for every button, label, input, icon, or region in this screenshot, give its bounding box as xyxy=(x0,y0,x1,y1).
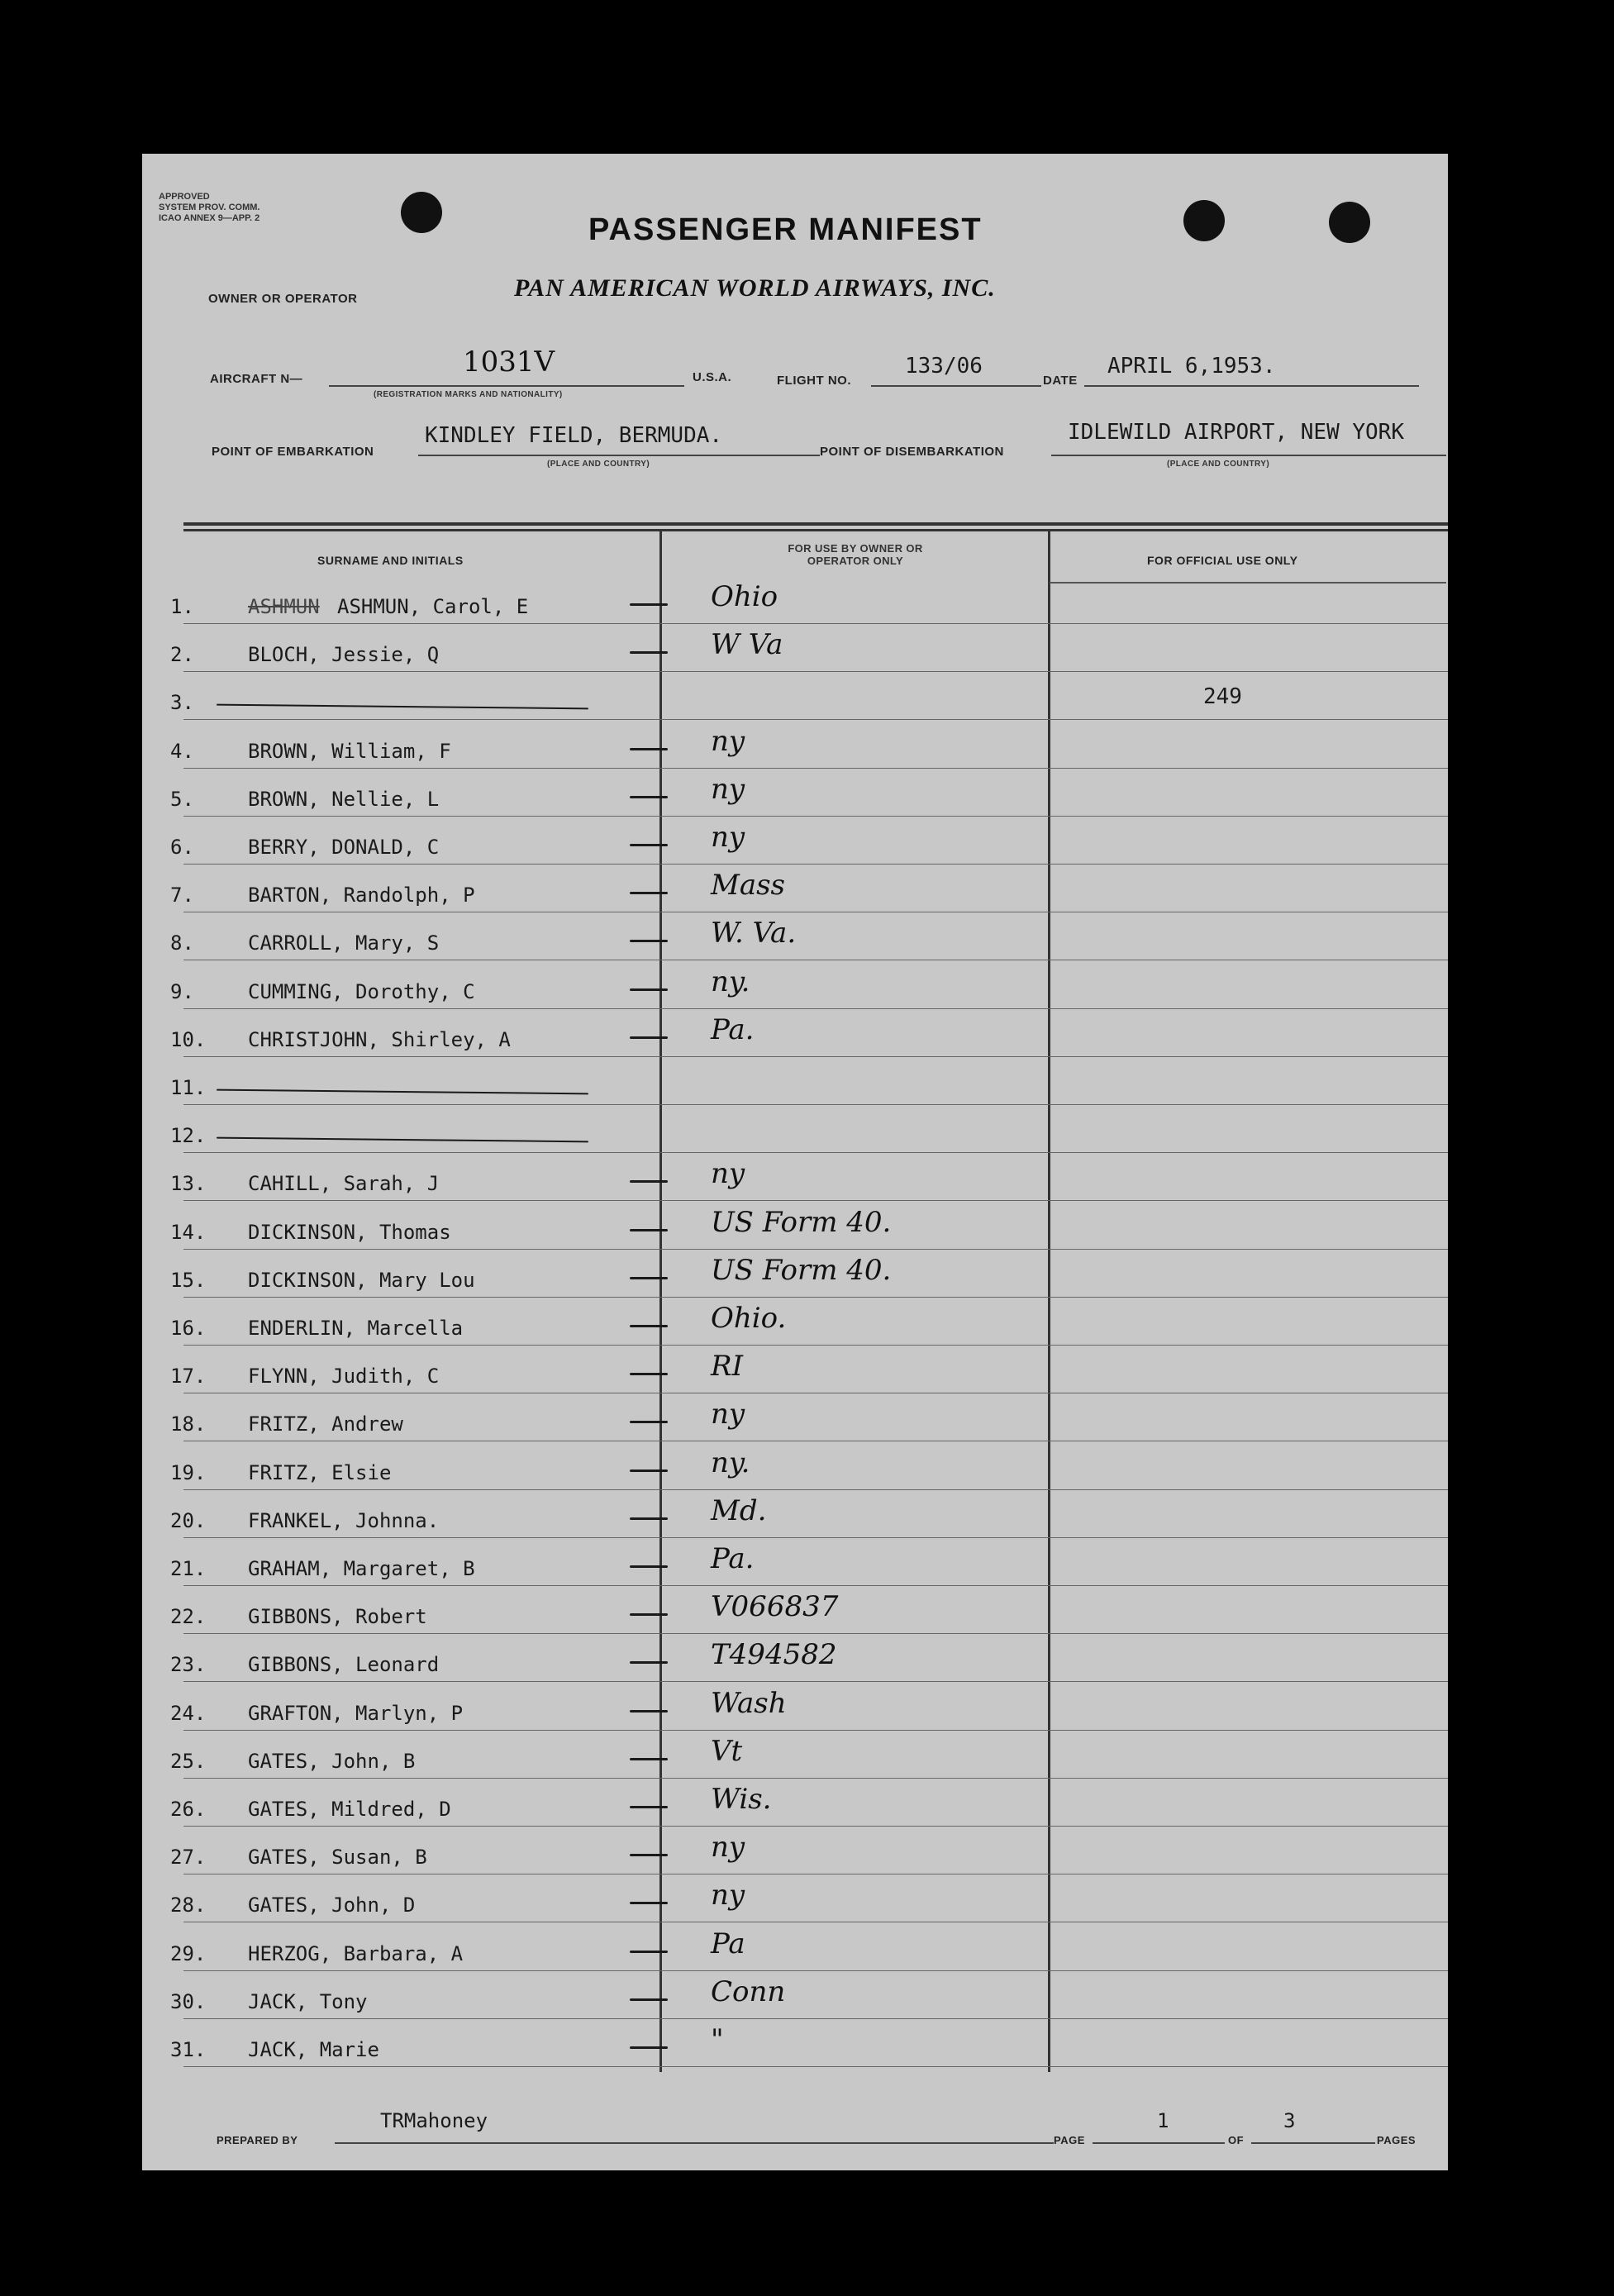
flight-underline xyxy=(871,385,1041,387)
row-rule xyxy=(183,671,1448,672)
passenger-name: FRITZ, Elsie xyxy=(248,1461,392,1484)
tick-mark xyxy=(630,1565,668,1568)
owner-note: W Va xyxy=(711,628,783,661)
row-rule xyxy=(183,623,1448,624)
row-rule xyxy=(183,1537,1448,1538)
row-rule xyxy=(183,768,1448,769)
row-number: 10. xyxy=(170,1028,207,1051)
tick-mark xyxy=(630,2046,668,2049)
header-rule xyxy=(183,522,1448,526)
row-number: 15. xyxy=(170,1269,207,1292)
row-number: 25. xyxy=(170,1750,207,1773)
row-rule xyxy=(183,719,1448,720)
date-underline xyxy=(1084,385,1419,387)
tick-mark xyxy=(630,651,668,654)
owner-note: ny xyxy=(711,1157,745,1190)
owner-note: RI xyxy=(711,1350,744,1383)
embark-caption: (PLACE AND COUNTRY) xyxy=(547,460,650,469)
passenger-name: BERRY, DONALD, C xyxy=(248,836,440,859)
pages-label: PAGES xyxy=(1377,2134,1416,2146)
passenger-name: FRITZ, Andrew xyxy=(248,1412,403,1436)
tick-mark xyxy=(630,1806,668,1808)
owner-note: Md. xyxy=(711,1494,767,1527)
row-number: 30. xyxy=(170,1990,207,2013)
tick-mark xyxy=(630,1470,668,1472)
header-rule xyxy=(183,529,1448,531)
embark-underline xyxy=(418,455,820,456)
punch-hole xyxy=(1329,202,1370,243)
row-rule xyxy=(183,1633,1448,1634)
tick-mark xyxy=(630,940,668,942)
owner-note: ny. xyxy=(711,1446,750,1479)
passenger-name: JACK, Tony xyxy=(248,1990,368,2013)
punch-hole xyxy=(1183,200,1225,241)
row-rule xyxy=(183,1200,1448,1201)
col-surname-header: SURNAME AND INITIALS xyxy=(317,554,464,567)
tick-mark xyxy=(630,1325,668,1327)
row-rule xyxy=(183,2066,1448,2067)
passenger-name: CARROLL, Mary, S xyxy=(248,931,440,955)
row-rule xyxy=(183,1249,1448,1250)
owner-note: Ohio. xyxy=(711,1302,787,1335)
passenger-name: GRAFTON, Marlyn, P xyxy=(248,1702,464,1725)
page-underline xyxy=(1093,2142,1225,2144)
tick-mark xyxy=(630,748,668,750)
owner-note: ny xyxy=(711,1831,745,1864)
row-number: 23. xyxy=(170,1653,207,1676)
owner-note: " xyxy=(711,2023,724,2056)
owner-note: ny xyxy=(711,773,745,806)
owner-note: Wash xyxy=(711,1687,787,1720)
row-number: 21. xyxy=(170,1557,207,1580)
disembark-value: IDLEWILD AIRPORT, NEW YORK xyxy=(1068,420,1404,445)
passenger-name: ASHMUN, Carol, E xyxy=(337,595,529,618)
tick-mark xyxy=(630,1854,668,1856)
of-underline xyxy=(1251,2142,1375,2144)
prepared-value: TRMahoney xyxy=(380,2109,488,2132)
passenger-name: HERZOG, Barbara, A xyxy=(248,1942,464,1965)
owner-note: ny xyxy=(711,1879,745,1912)
owner-note: T494582 xyxy=(711,1638,837,1671)
aircraft-underline xyxy=(329,385,684,387)
row-number: 12. xyxy=(170,1124,207,1147)
row-number: 3. xyxy=(170,691,194,714)
tick-mark xyxy=(630,1373,668,1375)
approval-note xyxy=(159,192,316,224)
approval-line: SYSTEM PROV. COMM. xyxy=(159,202,260,212)
row-number: 8. xyxy=(170,931,194,955)
passenger-name: GIBBONS, Robert xyxy=(248,1605,427,1628)
passenger-name: ENDERLIN, Marcella xyxy=(248,1317,464,1340)
col-official-header: FOR OFFICIAL USE ONLY xyxy=(1147,554,1298,567)
row-number: 18. xyxy=(170,1412,207,1436)
passenger-name: GATES, Susan, B xyxy=(248,1846,427,1869)
approval-line: ICAO ANNEX 9—APP. 2 xyxy=(159,213,260,223)
row-number: 17. xyxy=(170,1365,207,1388)
passenger-name: BROWN, William, F xyxy=(248,740,451,763)
header-bottom-rule xyxy=(1050,582,1446,584)
tick-mark xyxy=(630,1036,668,1039)
col-owner-header: FOR USE BY OWNER OR OPERATOR ONLY xyxy=(788,542,923,567)
row-rule xyxy=(183,1826,1448,1827)
date-value: APRIL 6,1953. xyxy=(1107,354,1276,379)
row-number: 1. xyxy=(170,595,194,618)
row-rule xyxy=(183,864,1448,865)
passenger-name: BLOCH, Jessie, Q xyxy=(248,643,440,666)
column-divider xyxy=(1048,531,1050,2072)
passenger-name: JACK, Marie xyxy=(248,2038,379,2061)
tick-mark xyxy=(630,988,668,991)
row-rule xyxy=(183,1008,1448,1009)
tick-mark xyxy=(630,1758,668,1760)
passenger-name: GIBBONS, Leonard xyxy=(248,1653,440,1676)
punch-hole xyxy=(401,192,442,233)
row-rule xyxy=(183,1730,1448,1731)
prepared-underline xyxy=(335,2142,1054,2144)
row-rule xyxy=(183,1778,1448,1779)
row-number: 4. xyxy=(170,740,194,763)
disembark-underline xyxy=(1051,455,1446,456)
passenger-name: DICKINSON, Thomas xyxy=(248,1221,451,1244)
struck-surname: ASHMUN xyxy=(248,595,320,618)
passenger-name: GATES, John, D xyxy=(248,1893,416,1917)
owner-note: V066837 xyxy=(711,1590,839,1623)
row-number: 13. xyxy=(170,1172,207,1195)
flight-label: FLIGHT NO. xyxy=(777,374,851,388)
embark-value: KINDLEY FIELD, BERMUDA. xyxy=(425,423,723,448)
passenger-name: DICKINSON, Mary Lou xyxy=(248,1269,475,1292)
page-title: PASSENGER MANIFEST xyxy=(588,212,983,247)
aircraft-label: AIRCRAFT N— xyxy=(210,372,303,386)
tick-mark xyxy=(630,603,668,606)
owner-note: ny xyxy=(711,1398,745,1431)
tick-mark xyxy=(630,1421,668,1423)
owner-note: ny xyxy=(711,821,745,854)
passenger-name: GRAHAM, Margaret, B xyxy=(248,1557,475,1580)
row-rule xyxy=(183,1585,1448,1586)
row-number: 19. xyxy=(170,1461,207,1484)
owner-note: Pa. xyxy=(711,1542,755,1575)
passenger-name: FRANKEL, Johnna. xyxy=(248,1509,440,1532)
row-number: 7. xyxy=(170,884,194,907)
row-number: 26. xyxy=(170,1798,207,1821)
owner-note: W. Va. xyxy=(711,917,797,950)
owner-note: Ohio xyxy=(711,580,778,613)
tick-mark xyxy=(630,844,668,846)
embark-label: POINT OF EMBARKATION xyxy=(212,445,374,459)
prepared-label: PREPARED BY xyxy=(217,2134,298,2146)
passenger-name: BROWN, Nellie, L xyxy=(248,788,440,811)
owner-note: Mass xyxy=(711,869,785,902)
owner-note: US Form 40. xyxy=(711,1206,892,1239)
row-number: 20. xyxy=(170,1509,207,1532)
row-number: 28. xyxy=(170,1893,207,1917)
aircraft-value: 1031V xyxy=(463,345,555,379)
tick-mark xyxy=(630,1613,668,1616)
passenger-name: GATES, John, B xyxy=(248,1750,416,1773)
row-rule xyxy=(183,2018,1448,2019)
disembark-label: POINT OF DISEMBARKATION xyxy=(820,445,1004,459)
airline-name: PAN AMERICAN WORLD AIRWAYS, INC. xyxy=(514,274,996,302)
tick-mark xyxy=(630,1661,668,1664)
row-rule xyxy=(183,816,1448,817)
owner-note: ny xyxy=(711,725,745,758)
owner-note: Pa. xyxy=(711,1013,755,1046)
owner-note: ny. xyxy=(711,965,750,998)
owner-label: OWNER OR OPERATOR xyxy=(208,292,358,306)
row-rule xyxy=(183,1104,1448,1105)
row-number: 16. xyxy=(170,1317,207,1340)
passenger-name: GATES, Mildred, D xyxy=(248,1798,451,1821)
row-number: 2. xyxy=(170,643,194,666)
usa-label: U.S.A. xyxy=(693,370,732,384)
tick-mark xyxy=(630,1277,668,1279)
passenger-name: FLYNN, Judith, C xyxy=(248,1365,440,1388)
flight-value: 133/06 xyxy=(905,354,983,379)
passenger-name: CAHILL, Sarah, J xyxy=(248,1172,440,1195)
row-rule xyxy=(183,1297,1448,1298)
row-number: 31. xyxy=(170,2038,207,2061)
row-number: 29. xyxy=(170,1942,207,1965)
date-label: DATE xyxy=(1043,374,1078,388)
row-rule xyxy=(183,1056,1448,1057)
owner-note: Vt xyxy=(711,1735,743,1768)
tick-mark xyxy=(630,892,668,894)
row-rule xyxy=(183,1489,1448,1490)
row-number: 22. xyxy=(170,1605,207,1628)
row-number: 27. xyxy=(170,1846,207,1869)
official-note: 249 xyxy=(1203,684,1242,709)
passenger-name: CHRISTJOHN, Shirley, A xyxy=(248,1028,511,1051)
row-number: 5. xyxy=(170,788,194,811)
tick-mark xyxy=(630,1998,668,2001)
tick-mark xyxy=(630,1951,668,1953)
tick-mark xyxy=(630,1229,668,1231)
owner-note: Wis. xyxy=(711,1783,772,1816)
row-rule xyxy=(183,1152,1448,1153)
owner-note: US Form 40. xyxy=(711,1254,892,1287)
row-number: 24. xyxy=(170,1702,207,1725)
of-value: 3 xyxy=(1283,2109,1296,2132)
row-number: 6. xyxy=(170,836,194,859)
page-value: 1 xyxy=(1157,2109,1169,2132)
row-number: 14. xyxy=(170,1221,207,1244)
row-number: 11. xyxy=(170,1076,207,1099)
passenger-name: CUMMING, Dorothy, C xyxy=(248,980,475,1003)
tick-mark xyxy=(630,1710,668,1712)
row-rule xyxy=(183,1970,1448,1971)
tick-mark xyxy=(630,1902,668,1904)
tick-mark xyxy=(630,1180,668,1183)
row-rule xyxy=(183,1681,1448,1682)
row-number: 9. xyxy=(170,980,194,1003)
of-label: OF xyxy=(1228,2134,1245,2146)
row-rule xyxy=(183,1345,1448,1346)
tick-mark xyxy=(630,796,668,798)
column-divider xyxy=(659,531,662,2072)
owner-note: Pa xyxy=(711,1927,745,1960)
page-label: PAGE xyxy=(1054,2134,1085,2146)
tick-mark xyxy=(630,1517,668,1520)
approval-line: APPROVED xyxy=(159,192,210,202)
disembark-caption: (PLACE AND COUNTRY) xyxy=(1167,460,1270,469)
registration-caption: (REGISTRATION MARKS AND NATIONALITY) xyxy=(374,390,563,399)
passenger-name: BARTON, Randolph, P xyxy=(248,884,475,907)
owner-note: Conn xyxy=(711,1975,786,2008)
